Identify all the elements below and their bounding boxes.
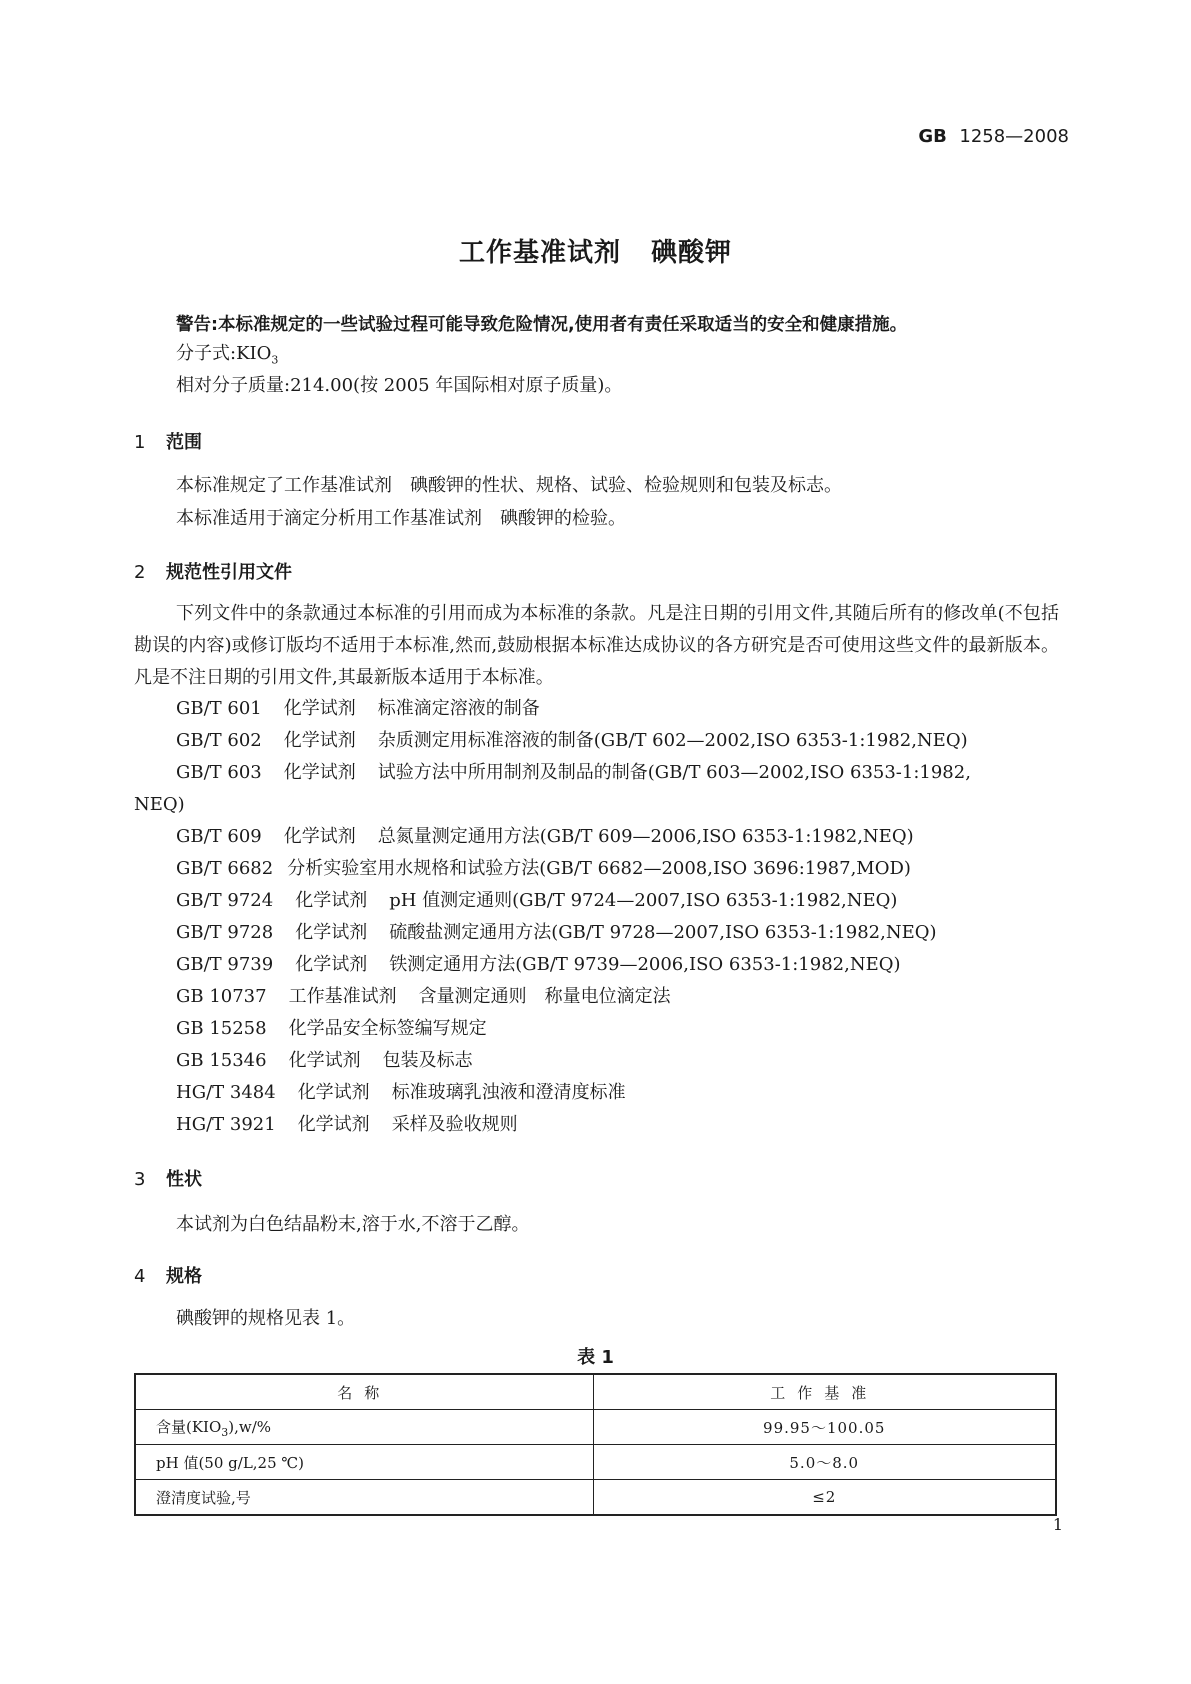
reference-subtitle: 铁测定通用方法(GB/T 9739—2006,ISO 6353-1:1982,NEQ) bbox=[389, 954, 901, 975]
reference-code: GB/T 602 bbox=[176, 730, 262, 751]
section-3-para: 本试剂为白色结晶粉末,溶于水,不溶于乙醇。 bbox=[176, 1214, 530, 1235]
reference-subtitle: 包装及标志 bbox=[382, 1050, 473, 1071]
formula-subscript: 3 bbox=[271, 353, 279, 367]
section-number: 2 bbox=[134, 562, 146, 583]
row-name-pre: 含量(KIO bbox=[156, 1417, 222, 1436]
reference-item bbox=[176, 1078, 626, 1104]
reference-item bbox=[176, 982, 671, 1008]
reference-item bbox=[176, 1014, 487, 1040]
reference-title: 化学试剂 bbox=[295, 922, 368, 943]
section-number: 3 bbox=[134, 1169, 146, 1190]
table-header-row bbox=[135, 1374, 1056, 1410]
reference-title: 化学试剂 bbox=[288, 1050, 361, 1071]
reference-title: 化学试剂 bbox=[297, 1082, 370, 1103]
table-row bbox=[135, 1445, 1056, 1480]
table-caption: 表 1 bbox=[577, 1347, 614, 1368]
formula-label: 分子式: bbox=[176, 343, 237, 364]
row-value: 5.0～8.0 bbox=[593, 1445, 1056, 1480]
section-1-para-1: 本标准规定了工作基准试剂 碘酸钾的性状、规格、试验、检验规则和包装及标志。 bbox=[176, 475, 842, 496]
reference-item bbox=[176, 726, 968, 752]
spec-table bbox=[134, 1373, 1057, 1516]
section-number: 4 bbox=[134, 1266, 146, 1287]
reference-code: HG/T 3484 bbox=[176, 1082, 276, 1103]
reference-code: GB/T 9739 bbox=[176, 954, 274, 975]
title-part-2: 碘酸钾 bbox=[651, 238, 733, 268]
table-row bbox=[135, 1480, 1056, 1516]
section-4-heading bbox=[134, 1262, 202, 1288]
formula-base: KIO bbox=[236, 343, 272, 364]
reference-item bbox=[176, 950, 901, 976]
reference-subtitle: 采样及验收规则 bbox=[391, 1114, 518, 1135]
reference-item bbox=[176, 886, 897, 912]
reference-title: 化学品安全标签编写规定 bbox=[288, 1018, 487, 1039]
reference-subtitle: 杂质测定用标准溶液的制备(GB/T 602—2002,ISO 6353-1:1982,NEQ) bbox=[377, 730, 968, 751]
section-1-heading bbox=[134, 428, 202, 454]
reference-item bbox=[176, 854, 911, 880]
reference-title: 化学试剂 bbox=[283, 730, 356, 751]
section-title: 规格 bbox=[166, 1266, 202, 1287]
reference-code: GB 15346 bbox=[176, 1050, 267, 1071]
header-value: 工作基准 bbox=[593, 1374, 1056, 1410]
section-title: 范围 bbox=[166, 432, 202, 453]
reference-title: 化学试剂 bbox=[297, 1114, 370, 1135]
reference-code: GB/T 601 bbox=[176, 698, 262, 719]
header-name: 名称 bbox=[135, 1374, 593, 1410]
reference-item bbox=[176, 918, 937, 944]
reference-code: GB/T 609 bbox=[176, 826, 262, 847]
reference-code: GB/T 9724 bbox=[176, 890, 274, 911]
reference-title: 化学试剂 bbox=[283, 826, 356, 847]
row-name-post: ),w/% bbox=[228, 1417, 272, 1436]
reference-subtitle: pH 值测定通则(GB/T 9724—2007,ISO 6353-1:1982,NEQ) bbox=[389, 890, 898, 911]
warning-statement: 警告:本标准规定的一些试验过程可能导致危险情况,使用者有责任采取适当的安全和健康措施。 bbox=[176, 315, 908, 335]
reference-subtitle: 总氮量测定通用方法(GB/T 609—2006,ISO 6353-1:1982,NEQ) bbox=[377, 826, 914, 847]
row-value: ≤2 bbox=[593, 1480, 1056, 1516]
section-title: 性状 bbox=[166, 1169, 202, 1190]
reference-title: 化学试剂 bbox=[295, 890, 368, 911]
reference-item bbox=[176, 758, 971, 784]
reference-title: 化学试剂 bbox=[283, 762, 356, 783]
title-part-1: 工作基准试剂 bbox=[458, 238, 621, 268]
section-number: 1 bbox=[134, 432, 146, 453]
reference-subtitle: 试验方法中所用制剂及制品的制备(GB/T 603—2002,ISO 6353-1:1982, bbox=[377, 762, 971, 783]
reference-subtitle: 标准滴定溶液的制备 bbox=[377, 698, 540, 719]
reference-title: 化学试剂 bbox=[283, 698, 356, 719]
reference-code: GB/T 603 bbox=[176, 762, 262, 783]
reference-subtitle: 硫酸盐测定通用方法(GB/T 9728—2007,ISO 6353-1:1982,NEQ) bbox=[389, 922, 937, 943]
reference-item bbox=[176, 822, 914, 848]
section-title: 规范性引用文件 bbox=[166, 562, 292, 583]
section-1-para-2: 本标准适用于滴定分析用工作基准试剂 碘酸钾的检验。 bbox=[176, 508, 626, 529]
molar-mass: 相对分子质量:214.00(按 2005 年国际相对原子质量)。 bbox=[176, 375, 623, 396]
row-name: pH 值(50 g/L,25 ℃) bbox=[135, 1445, 593, 1480]
row-name-sub: 3 bbox=[221, 1425, 229, 1439]
page-number: 1 bbox=[1052, 1515, 1063, 1534]
reference-item bbox=[176, 1046, 473, 1072]
reference-continuation: NEQ) bbox=[134, 794, 185, 815]
section-2-intro: 下列文件中的条款通过本标准的引用而成为本标准的条款。凡是注日期的引用文件,其随后所有的修改单(不包括勘误的内容)或修订版均不适用于本标准,然而,鼓励根据本标准达成协议的各方研究是否可使用这些文件的最新版本。凡是不注日期的引用文件,其最新版本适用于本标准。 bbox=[134, 603, 1059, 688]
row-name: 澄清度试验,号 bbox=[135, 1480, 593, 1516]
reference-item bbox=[176, 1110, 518, 1136]
reference-title: 工作基准试剂 bbox=[288, 986, 397, 1007]
reference-code: HG/T 3921 bbox=[176, 1114, 276, 1135]
row-name bbox=[135, 1410, 593, 1445]
reference-subtitle: 标准玻璃乳浊液和澄清度标准 bbox=[391, 1082, 626, 1103]
reference-title: 分析实验室用水规格和试验方法(GB/T 6682—2008,ISO 3696:1987,MOD) bbox=[287, 858, 911, 879]
reference-code: GB 15258 bbox=[176, 1018, 267, 1039]
reference-item bbox=[176, 694, 540, 720]
reference-code: GB/T 9728 bbox=[176, 922, 274, 943]
standard-number bbox=[918, 126, 1069, 147]
reference-code: GB 10737 bbox=[176, 986, 267, 1007]
section-4-para: 碘酸钾的规格见表 1。 bbox=[176, 1308, 356, 1329]
reference-subtitle: 含量测定通则 称量电位滴定法 bbox=[418, 986, 671, 1007]
standard-code: 1258—2008 bbox=[959, 126, 1069, 147]
reference-title: 化学试剂 bbox=[295, 954, 368, 975]
document-title bbox=[0, 232, 1191, 269]
table-row bbox=[135, 1410, 1056, 1445]
section-3-heading bbox=[134, 1165, 202, 1191]
section-2-heading bbox=[134, 558, 292, 584]
row-value: 99.95～100.05 bbox=[593, 1410, 1056, 1445]
standard-prefix: GB bbox=[918, 126, 947, 147]
reference-code: GB/T 6682 bbox=[176, 858, 274, 879]
